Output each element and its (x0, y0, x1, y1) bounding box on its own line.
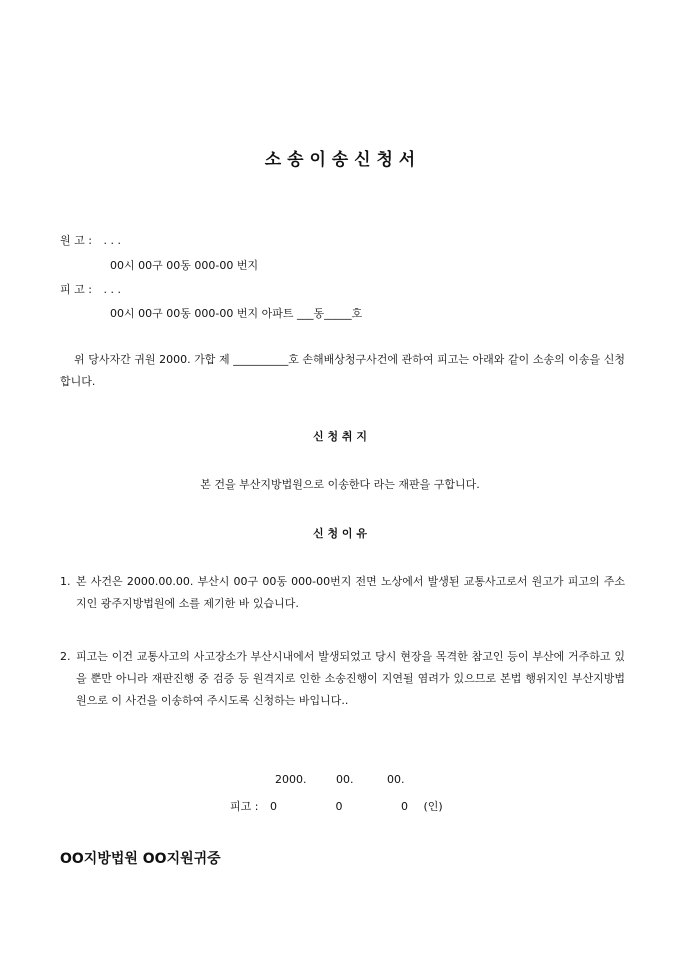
plaintiff-address: 00시 00구 00동 000-00 번지 (110, 259, 259, 272)
defendant-row (60, 281, 121, 297)
plaintiff-label: 원 고 : (60, 234, 92, 247)
date-month: 00. (336, 773, 354, 786)
court-addressee: OO지방법원 OO지원귀중 (60, 851, 221, 867)
plaintiff-row (60, 232, 121, 248)
reason-number: 2. (60, 650, 71, 663)
plaintiff-name: . . . (103, 234, 121, 247)
signature-name-1: 0 (269, 800, 277, 813)
reason-item-1 (60, 571, 625, 615)
defendant-name: . . . (103, 283, 121, 296)
signature-name-3: 0 (400, 800, 408, 813)
signature-name-2: 0 (335, 800, 343, 813)
reasons-heading: 신 청 이 유 (313, 527, 367, 540)
purpose-text: 본 건을 부산지방법원으로 이송한다 라는 재판을 구합니다. (200, 478, 480, 491)
signature-line (230, 798, 443, 814)
date-day: 00. (387, 773, 405, 786)
intro-paragraph: 위 당사자간 귀원 2000. 가합 제 __________호 손해배상청구사건에 관하여 피고는 아래와 같이 소송의 이송을 신청합니다. (60, 353, 625, 388)
purpose-heading: 신 청 취 지 (313, 430, 367, 443)
seal-mark: (인) (423, 800, 443, 813)
date-line (275, 773, 405, 786)
document-title: 소 송 이 송 신 청 서 (264, 150, 416, 170)
signature-label: 피고 : (230, 800, 259, 813)
defendant-address: 00시 00구 00동 000-00 번지 아파트 ___동_____호 (110, 307, 363, 320)
reason-item-2 (60, 646, 625, 712)
reason-number: 1. (60, 575, 71, 588)
reason-text: 피고는 이건 교통사고의 사고장소가 부산시내에서 발생되었고 당시 현장을 목격한 참고인 등이 부산에 거주하고 있을 뿐만 아니라 재판진행 중 검증 등 원격지로 인한 소송진행이 지연될 염려가 있으므로 본법 행위지인 부산지방법원으로 이 사건을 이송하여 주시도록 신청하는 바입니다.. (76, 650, 625, 707)
date-year: 2000. (275, 773, 307, 786)
defendant-label: 피 고 : (60, 283, 92, 296)
reason-text: 본 사건은 2000.00.00. 부산시 00구 00동 000-00번지 전면 노상에서 발생된 교통사고로서 원고가 피고의 주소지인 광주지방법원에 소를 제기한 바 있습니다. (76, 575, 625, 610)
